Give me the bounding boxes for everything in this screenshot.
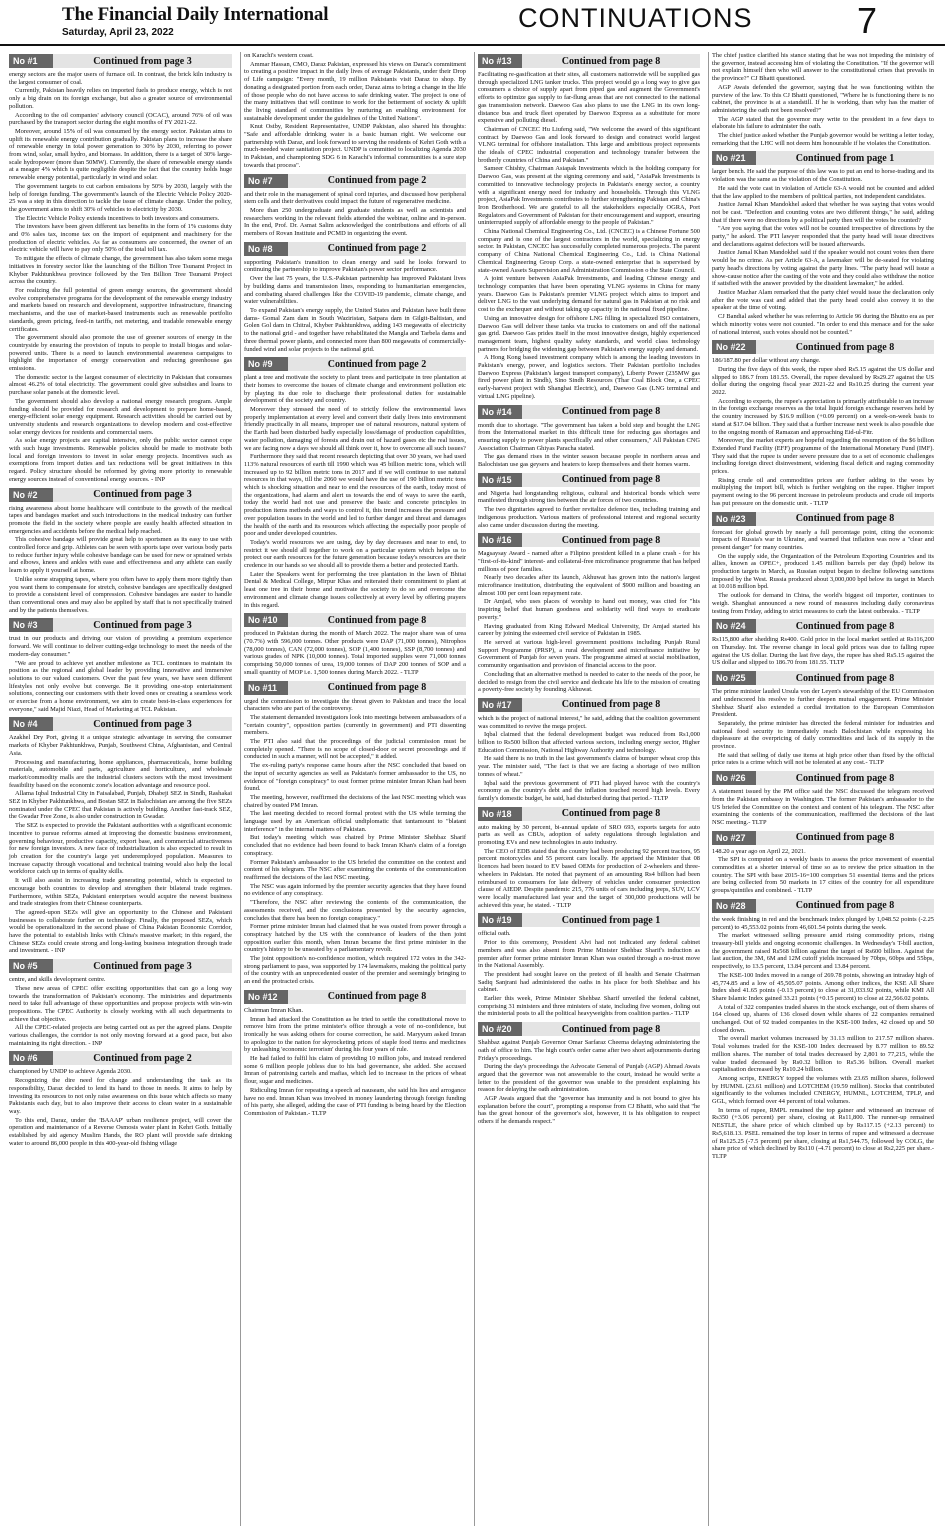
paragraph: trust in our products and driving our vision of providing a premium experience forward. We will continue to deliver cutting-edge technology to meet the needs of the modern-day consumer." xyxy=(9,635,232,658)
paragraph: In terms of rupee, RMPL remained the top gainer and witnessed an increase of Rs350 (+3.06 percent) per share, closing at Rs11,800. The runner-up remained NESTLE, the share price of which climbed up by Rs117.15 (+2.13 percent) to Rs5,618.13. PSEL remained the top loser in terms of rupee and witnessed a decrease of Rs125.25 (-7.5 percent) per share, closing at Rs1,544.75, followed by COLG, the share price of which declined by Rs110 (-4.71 percent) to close at Rs2,225 per share.- TLTP xyxy=(712,1106,934,1160)
article-body xyxy=(9,976,232,1047)
paragraph: The meeting, however, reaffirmed the decisions of the last NSC meeting which was chaired by ousted PM Imran. xyxy=(244,793,466,809)
masthead xyxy=(0,0,945,46)
paragraph: the week finishing in red and the benchmark index plunged by 1,048.52 points (-2.25 percent) to 45,553.02 points from 46,601.54 points during the week. xyxy=(712,915,934,931)
article xyxy=(9,1051,232,1147)
paragraph: Ridiculing Imran for repeating a speech ad nauseam, she said his lies and arrogance have no end. Imran Khan was involved in money laundering through foreign funding of his party, she alleged, adding the case of PTI funding is being heard by the Election Commission of Pakistan.- TLTP xyxy=(244,1086,466,1117)
article-number: No #17 xyxy=(478,698,522,712)
paragraph: Ammar Hassan, CMO, Daraz Pakistan, expressed his views on Daraz's commitment to creating a positive impact in the daily lives of average Pakistanis, under their Drop of Life campaign: "Every month, 19 million Pakistanis visit Daraz to shop. By donating a designated portion from each order, Daraz aims to bring a change in the life of those people who do not have access to safe drinking water. The project is one of the many initiatives that will continue to work for the betterment of society & uplift the living standard of communities by nurturing an enabling environment for sustainable development under the guidelines of the United Nations". xyxy=(244,60,466,122)
paragraph: According to the oil companies' advisory council (OCAC), around 76% of oil was purchased by the transport sector during the eight months of FY 2021-22. xyxy=(9,111,232,127)
paragraph: larger bench. He said the purpose of this law was to put an end to horse-trading and its violation was the same as the violation of the Constitution. xyxy=(712,168,934,184)
paragraph: China National Chemical Engineering Co., Ltd. (CNCEC) is a Chinese Fortune 500 company and is one of the largest contractors in the world, specializing in energy sector. In Pakistan, CNCEC has successfully completed numerous projects. The parent company of China National Chemical Engineering Co., Ltd. is China National Chemical Engineering Group Corp. a state-owned enterprise that is supervised by state-owned Assets Supervision and Administration Commission o the State Council. xyxy=(478,228,700,274)
continuation-header xyxy=(712,899,934,913)
continued-from-label: Continued from page 8 xyxy=(288,613,466,627)
paragraph: For realizing the full potential of green energy sources, the government should evolve comprehensive programs for the development of the renewable energy industry and markets based on research and development, supportive infrastructure, financing mechanisms, and the use of market-based instruments such as renewable portfolio standards, green pricing, feed-in tariffs, net metering, and tradable renewable energy certificates. xyxy=(9,286,232,333)
article-number: No #14 xyxy=(478,405,522,419)
paragraph: He had failed to fulfil his claim of providing 10 million jobs, and instead rendered some 6 million people jobless due to his bad governance, she added. She accused Imran of patronising cartels and mafias, which led to increase in the prices of wheat flour, sugar and medicines. xyxy=(244,1055,466,1086)
paragraph: urged the commission to investigate the threat given to Pakistan and trace the local characters who are part of the controversy. xyxy=(244,697,466,713)
paragraph: Concluding that an alternative method is needed to cater to the needs of the poor, he decided to resign from the civil service and dedicate his life to the mission of creating a poverty-free society by founding Akhuwat. xyxy=(478,670,700,694)
article xyxy=(712,671,934,767)
paragraph: As solar energy projects are capital intensive, only the public sector cannot cope with such huge investments. Renewable policies should be made to motivate both local and foreign investors to invest in solar energy projects. Incentives such as exemptions from import duties and tax reductions will be great initiatives in this regard. Policy structure should be reformed by giving more priority to renewable energy sources instead of conventional energy sources. - INP xyxy=(9,437,232,483)
column-2 xyxy=(240,52,469,1526)
article xyxy=(244,52,466,170)
article xyxy=(478,1022,700,1126)
paragraph: "Are you saying that the votes will not be counted irrespective of directions by the party," he asked. The PTI lawyer responded that the party head will issue directives and declarations against defectors will be issued afterwards. xyxy=(712,225,934,248)
paragraph: Facilitating re-gasification at their sites, all customers nationwide will be supplied gas through specialized LNG tanker trucks. This project would go a long way to give gas consumers a choice of supply apart from piped gas and augment the Government's efforts to optimize gas supply to far-flung areas that are not connected to the national gas transmission network. Daewoo Gas also plans to use the LNG in its own long-distance bus and truck fleet operated by Daewoo Express as a substitute for more expensive and polluting diesel. xyxy=(478,71,700,125)
paragraph: The outlook for demand in China, the world's biggest oil importer, continues to weigh. Shanghai announced a new round of measures including daily coronavirus testing from Friday, adding to strict measures to curb the latest outbreaks. - TLTP xyxy=(712,592,934,615)
article-body xyxy=(244,52,466,170)
continued-from-label: Continued from page 2 xyxy=(288,242,466,256)
paragraph: rising awareness about home healthcare will contribute to the growth of the medical tapes and bandages market and such introductions in the medical industry can further promote the field in the society where people are easily health affected situation in emergencies and accidents before the medical help reached. xyxy=(9,504,232,535)
paragraph: The KSE-100 Index moved in a range of 269.78 points, showing an intraday high of 45,774.85 and a low of 45,505.07 points. Among other indices, the KSE All Share Index shed 41.65 points (-0.13 percent) to close at 31,033.92 points, while KMI All Share Islamic Index gained 33.21 points (+0.15 percent) to close at 22,566.02 points. xyxy=(712,971,934,1002)
article xyxy=(478,698,700,803)
paragraph: Justice Jamal Khan Mandokhel said if the speaker would not count votes then there would be no crime. As per Article 63-A, a lawmaker will be de-seated for violating party head's directions by voting against the party lines. "The party head will issue a show-cause notice after the casting of the vote and they could also withdraw the notice if satisfied with the answer provided by the dissident lawmaker," he added. xyxy=(712,249,934,288)
paragraph: On the supply side, the Organization of the Petroleum Exporting Countries and its allies, known as OPEC+, produced 1.45 million barrels per day (bpd) below its production targets in March, as Russian output began to decline following sanctions imposed by the West. Russia produced about 3,000,000 bpd below its target in March at 10.018 million bpd. xyxy=(712,552,934,591)
article xyxy=(478,807,700,910)
paragraph: The SEZ is expected to provide the Pakistani authorities with a significant economic incentive to pursue reforms aimed at improving the domestic business environment, governing behaviour, productive capacity, export base, and commercial attractiveness for new foreign investors. A new face of industrialization is also expected to result in job creation for the country's large yet underemployed population. Measures to increase capacity through vocational and technical training would also help the local workforce catch up in terms of quality skills. xyxy=(9,822,232,876)
article-number: No #16 xyxy=(478,533,522,547)
paragraph: Justice Jamal Khan Mandokhel asked that whether he was saying that votes would not be cast. "Defection and counting votes are two different things," he said, adding that if there were no directions by a political party then will the votes be counted? xyxy=(712,201,934,224)
continued-from-label: Continued from page 8 xyxy=(522,405,700,419)
article-body xyxy=(712,357,934,507)
paragraph: Chairman Imran Khan. xyxy=(244,1006,304,1014)
column-3 xyxy=(474,52,703,1526)
article-number: No #8 xyxy=(244,242,288,256)
continued-from-label: Continued from page 8 xyxy=(522,1022,700,1036)
continued-from-label: Continued from page 3 xyxy=(53,618,232,632)
paragraph: More than 250 undergraduate and graduate students as well as scientists and researchers working in the relevant fields attended the webinar, online and in-person. In the end, Prof. Dr. Asmat Salim acknowledged the contributions and efforts of all members of Rovan Institute and PCMD in organizing the event. xyxy=(244,206,466,238)
paragraph: Rising crude oil and commodities prices are further adding to the woes by multiplying the import bill, which is further weighing on the rupee. Higher import payment owing to the 96 percent increase in petroleum products and crude oil imports has put pressure on the domestic unit. - TLTP xyxy=(712,476,934,507)
article-number: No #11 xyxy=(244,681,288,695)
article xyxy=(478,913,700,1018)
continued-from-label: Continued from page 8 xyxy=(756,619,934,633)
article xyxy=(478,473,700,530)
continued-from-label: Continued from page 1 xyxy=(756,151,934,165)
paragraph: According to experts, the rupee's appreciation is primarily attributable to an increase in the foreign exchange reserves as the total liquid foreign exchange reserves held by the country increased by $16.9 million (+0.09 percent) on a week-on-week basis to stand at $17.04 billion. They said that a further increase next week is also possible due to the ongoing month of Ramazan and approaching Eid-ul-Fitr. xyxy=(712,397,934,436)
continuation-header xyxy=(9,717,232,731)
continued-from-label: Continued from page 8 xyxy=(522,807,700,821)
article-number: No #19 xyxy=(478,913,522,927)
paragraph: Among scrips, ENERGY topped the volumes with 23.65 million shares, followed by HUMNL (23.61 million) and LOTCHEM (19.59 million). Stocks that contributed significantly to the volumes included CNERGY, HUMNL, LOTCHEM, TPLP, and GGL, which formed over 44 percent of total volumes. xyxy=(712,1074,934,1106)
article xyxy=(244,990,466,1118)
article xyxy=(712,899,934,1161)
article-body xyxy=(244,1007,466,1118)
paragraph: These new areas of CPEC offer exciting opportunities that can go a long way towards the transformation of Pakistan's economy. The ministries and departments need to take full advantage of these opportunities and propose projects with win-win propositions. The CPEC Authority is closely working with all such departments to achieve that objective. xyxy=(9,984,232,1023)
continued-from-label: Continued from page 8 xyxy=(522,54,700,68)
article-number: No #21 xyxy=(712,151,756,165)
article-number: No #1 xyxy=(9,54,53,68)
section-title: CONTINUATIONS xyxy=(518,3,753,33)
article-body xyxy=(712,168,934,336)
continuation-header xyxy=(712,340,934,354)
continuation-header xyxy=(478,913,700,927)
paragraph: The domestic sector is the largest consumer of electricity in Pakistan that consumes almost 46.2% of total electricity. The government could give subsidies and loans to purchase solar panels at the domestic level. xyxy=(9,373,232,397)
article-body xyxy=(244,698,466,986)
paragraph: Moreover, around 15% of oil was consumed by the energy sector. Pakistan aims to uplift its renewable energy contribution gradually. Pakistan plans to increase the share of renewable energy in total power generation to 30% by 2030, referring to power from wind, solar, small hydro, and biomass. In addition, there is a target of 30% large-scale hydropower (more than 50MW). Currently, the share of renewable energy stands at a meager 4% which is quite negligible despite the fact that the country holds huge renewable energy potential, particularly in wind and solar. xyxy=(9,127,232,182)
article-body xyxy=(9,505,232,615)
continuation-header xyxy=(244,174,466,188)
continued-from-label: Continued from page 2 xyxy=(53,1051,232,1065)
paragraph: Unlike some strapping tapes, where you often have to apply them more tightly than you want them to compensate for stretch, cohesive bandages are specifically designed to provide a consistent level of compression. Cohesive bandages are easier to handle than conventional ones and may also be applied by staff that is not specifically trained and by the patients themselves. xyxy=(9,575,232,614)
article-number: No #23 xyxy=(712,512,756,526)
continued-from-label: Continued from page 8 xyxy=(522,533,700,547)
article-number: No #6 xyxy=(9,1051,53,1065)
paragraph: Former prime minister Imran had claimed that he was ousted from power through a conspiracy hatched by the US with the connivance of leaders of the then joint opposition earlier this month, when Imran became the first prime minister in the country's history to be unseated by a parliamentary revolt. xyxy=(244,923,466,954)
paragraph: and Nigeria had longstanding religious, cultural and historical bonds which were manifested through strong ties between the air forces of two countries. xyxy=(478,489,700,505)
paragraph: The government targets to cut carbon emissions by 50% by 2030, largely with the help of foreign funding. The government's launch of the Electric Vehicle Policy 2020-25 was a step in this direction to tackle the issue of climate change. Under the policy, the government aims to shift 30% of vehicles to electricity by 2030. xyxy=(9,182,232,213)
article-body xyxy=(244,374,466,609)
continuation-header xyxy=(478,533,700,547)
article xyxy=(9,959,232,1047)
continuation-header xyxy=(712,151,934,165)
paragraph: Chairman of CNCEC Hu Liufeng said, "We welcome the award of this significant contract by Daewoo Gas and look forward to design and construct world largest VLNG terminal for offshore installation. This large and ambitious project represents the ideals of CPEC industrial cooperation and technology transfer between the brotherly countries of China and Pakistan." xyxy=(478,125,700,164)
paragraph: Recognizing the dire need for change and understanding the task as its responsibility, Daraz decided to lend its hand to those in needs. It aims to help by investing its resources to not only raise awareness on this issue which affects so many Pakistanis each day, but to also improve their access to clean water in a sustainable way. xyxy=(9,1077,232,1115)
paragraph: Furthermore they said that recent research depicting that over 30 years, we had used 113% natural resources of earth till 1990 which was 45 billion metric tons, which will increased up to 92 billion metric tons in 2017 and if we will continue to use natural resources in that ways, till the 2060 we would have the use of 190 billion metric tons which is shocking situation and near to end the resources of the earth, today most of the organizations, had alarm and alert us towards the end of ways to save the earth, today the world had not use and preserve the basic and concrete principles in production items methods and ways to control it, this trend increases the pressure and over population issues in the world and led to further danger and threat and damages the health of the earth and its resources which affecting the especially poor people of poor and under developed countries. xyxy=(244,453,466,538)
article-body xyxy=(712,848,934,895)
paragraph: To mitigate the effects of climate change, the government has also taken some mega initiatives in forestry sector like the launching of the Billion Tree Tsunami Project in Khyber Pakhtunkhwa province followed by the Ten Billion Tree Tsunami Project across the country. xyxy=(9,255,232,286)
paragraph: The government should also develop a national energy research program. Ample funding should be provided for research and development to prepare home-based, energy-efficient solar energy equipment. Research activities should be carried out by university students and research organizations to develop modern and cost-effective solar energy devices for residents and commercial users. xyxy=(9,397,232,436)
paragraph: A statement issued by the PM office said the NSC discussed the telegram received from the Pakistan embassy in Washington. The former Pakistan's ambassador to the US briefed the Committee on the context and content of his telegram. The NSC after examining the contents of the communication, reaffirmed the decisions of the last NSC meeting.- TLTP xyxy=(712,788,934,826)
paragraph: Moreover, the market experts are hopeful regarding the resumption of the $6 billion Extended Fund Facility (EFF) programme of the International Monetary Fund (IMF). They said that the rupee is under severe pressure due to a set of economic challenges including foreign direct disinvestment, widening fiscal deficit and raging commodity prices. xyxy=(712,437,934,476)
paragraph: But today's meeting which was chaired by Prime Minister Shehbaz Sharif concluded that no evidence had been found to back Imran Khan's claim of a foreign conspiracy. xyxy=(244,834,466,857)
article-number: No #27 xyxy=(712,831,756,845)
paragraph: The two dignitaries agreed to further revitalize defence ties, including training and indigenous production. Various matters of professional interest and regional security also came under discussion during the meeting. xyxy=(478,506,700,529)
continued-from-label: Continued from page 8 xyxy=(756,671,934,685)
paragraph: This cohesive bandage will provide great help to sportsmen as its easy to use with controlled force and grip. Athletes can be seen with sports tape over various body parts to reduce further injury while cohesive bandage can be used for new or sprained wrists and elbows, knees and ankles with ease and effectiveness and any athlete can easily learn to apply it yourself at home. xyxy=(9,536,232,575)
article-body xyxy=(244,191,466,238)
continued-from-label: Continued from page 8 xyxy=(756,899,934,913)
continued-from-label: Continued from page 8 xyxy=(756,340,934,354)
continuation-header xyxy=(712,671,934,685)
paragraph: It will also assist in increasing trade generating potential, which is expected to encourage both countries to develop and strengthen their bilateral trade regimes. Furthermore, within SEZs, Pakistani enterprises would acquire the newest business and trade strategies from their Chinese counterparts. xyxy=(9,877,232,908)
article-body xyxy=(9,635,232,713)
paragraph: Prior to this ceremony, President Alvi had not indicated any federal cabinet members and was also absent from Prime Minister Shehbaz Sharif's induction as premier after former prime minister Imran Khan was ousted through a no-trust move in the National Assembly. xyxy=(478,939,700,970)
paragraph: which is the project of national interest," he said, adding that the coalition government was committed to revive the mega project. xyxy=(478,714,700,730)
paragraph: Rs115,800 after shedding Rs400. Gold price in the local market settled at Rs116,200 on Thursday. Int. The reverse change in local gold prices was due to falling rupee against the US dollar. During the last five days, the rupee has shed Rs5.15 against the US dollar and slipped to 186.70 from 181.55. TLTP xyxy=(712,636,934,667)
article-columns xyxy=(6,52,939,1526)
page-number: 7 xyxy=(857,0,878,41)
paragraph: Knut Ostby, Resident Representative, UNDP Pakistan, also shared his thoughts: "Safe and affordable drinking water is a basic human right. We welcome our partnership with Daraz, and look forward to serving the residents of Kehri Goth with a much-needed water sanitation project. UNDP is committed to localizing Agenda 2030 in Pakistan, and championing SDG 6 in Karachi's informal communities is a sure step towards that process". xyxy=(244,123,466,169)
paragraph: official oath. xyxy=(478,930,511,938)
continued-from-label: Continued from page 3 xyxy=(53,959,232,973)
continuation-header xyxy=(9,959,232,973)
paragraph: Allama Iqbal Industrial City in Faisalabad, Punjab, Dhabeji SEZ in Sindh, Rashakai SEZ in Khyber Pakhtunkhwa, and Bostan SEZ in Balochistan are among the five SEZs nominated under the CPEC that Pakistan is actively building. Another fast-track SEZ, the Gwadar Free Zone, is also under construction in Gwadar. xyxy=(9,790,232,821)
paragraph: supporting Pakistan's transition to clean energy and said he looks forward to continuing the partnership to improve Pakistan's power sector performance. xyxy=(244,258,466,274)
paragraph: on Karachi's western coast. xyxy=(244,52,314,59)
article-body xyxy=(9,1068,232,1147)
continuation-header xyxy=(9,54,232,68)
article xyxy=(712,831,934,895)
paragraph: and their role in the management of spinal cord injuries, and discussed how peripheral stem cells and their derivatives could impact the future of regenerative medicine. xyxy=(244,190,466,206)
article-number: No #18 xyxy=(478,807,522,821)
article-number: No #3 xyxy=(9,618,53,632)
article xyxy=(712,619,934,667)
paragraph: The last meeting decided to record formal protest with the US while terming the language used by an American official undiplomatic that tantamount to "blatant interference" in the internal matters of Pakistan. xyxy=(244,810,466,833)
article-body xyxy=(712,788,934,827)
paragraph: energy sectors are the major users of furnace oil. In contrast, the brick kiln industry is the largest consumer of coal. xyxy=(9,71,232,86)
article-number: No #28 xyxy=(712,899,756,913)
paragraph: Imran had attacked the Constitution as he tried to settle the constitutional move to remove him from the prime minister's office through a vote of no-confidence, but ironically he was asking others for course correction, he said. Maryyum asked Imran to apologize to the nation for skyrocketing prices of staple food items and medicines by unleashing 'economic terrorism' during his four years of rule. xyxy=(244,1015,466,1054)
paragraph: During the five days of this week, the rupee shed Rs5.15 against the US dollar and slipped to 186.7 from 181.55. Overall, the rupee devalued by Rs29.27 against the US dollar during the ongoing fiscal year 2021-22 and Rs10.25 during the current year 2022. xyxy=(712,365,934,397)
article-body xyxy=(9,71,232,484)
paragraph: AGP Awais argued that the "governor has immunity and is not bound to give his explanation before the court", prompting a response from CJ Bhatti, who said that "he has the great honour of the governor's slot, however, it is his obligation to respect others if he demands respect." xyxy=(478,1095,700,1126)
continuation-header xyxy=(478,1022,700,1036)
article-number: No #13 xyxy=(478,54,522,68)
continuation-header xyxy=(712,619,934,633)
continuation-header xyxy=(244,242,466,256)
article-number: No #4 xyxy=(9,717,53,731)
continuation-header xyxy=(244,681,466,695)
continuation-header xyxy=(478,698,700,712)
article-body xyxy=(9,734,232,955)
article-body xyxy=(712,688,934,767)
continuation-header xyxy=(244,990,466,1004)
paragraph: Currently, Pakistan heavily relies on imported fuels to produce energy, which is not only a big drain on its foreign exchange, but also a greater source of environmental pollution. xyxy=(9,87,232,110)
article-body xyxy=(712,52,934,147)
article-body xyxy=(478,1039,700,1126)
paragraph: 186/187.80 per dollar without any change. xyxy=(712,357,821,365)
paragraph: The joint opposition's no-confidence motion, which required 172 votes in the 342-strong parliament to pass, was supported by 174 lawmakers, making the political party of the country with an unprecedented ouster of the premier and seemingly bringing to an end the protracted crisis. xyxy=(244,955,466,986)
article-body xyxy=(244,630,466,676)
paragraph: produced in Pakistan during the month of March 2022. The major share was of urea (70.7%) with 596,000 tonnes. Other products were DAP (71,000 tonnes), Nitrophos (78,000 tonnes), CAN (72,000 tonnes), SOP (1,400 tonnes), SSP (8,700 tonnes) and various grades of NPK (10,000 tonnes). Total imported supplies were 71,000 tonnes comprising 50,000 tonnes of urea, 19,000 tonnes of DAP 200 tonnes of SOP and a small quantity of MOP i.e. 1,500 tonnes during March 2022. - TLTP xyxy=(244,630,466,676)
continuation-header xyxy=(9,1051,232,1065)
paragraph: Later the Speakers went for performing the tree plantation in the lawn of Bhitai Dental & Medical College, Mirpur Khas and reiterated their commitment to plant at least one tree in their home and motivate the society to do so and overcome the environment and climate change issues collectively at every level by offering prayers in this regard. xyxy=(244,570,466,609)
paragraph: Azakhel Dry Port, giving it a unique strategic advantage in serving the consumer markets of Khyber Pakhtunkhwa, Punjab, Southwest China, Afghanistan, and Central Asia. xyxy=(9,734,232,757)
paragraph: The statement demanded investigators look into meetings between ambassadors of a "certain country", opposition parties (currently in government) and PTI dissenting members. xyxy=(244,713,466,737)
article xyxy=(244,681,466,986)
continued-from-label: Continued from page 8 xyxy=(288,681,466,695)
paragraph: He said that selling of daily use items at high price other than fixed by the official price rates is a crime which will not be tolerated at any cost.- TLTP xyxy=(712,751,934,767)
paragraph: Magsaysay Award - named after a Filipino president killed in a plane crash - for his "first-of-its-kind" interest- and collateral-free microfinance programme that has helped millions of poor families. xyxy=(478,550,700,573)
paragraph: Earlier this week, Prime Minister Shehbaz Sharif unveiled the federal cabinet, comprising 31 ministers and three ministers of state, including five women, doling out the ministerial posts to all the political heavyweights from coalition parties.- TLTP xyxy=(478,995,700,1018)
paragraph: auto making by 30 percent, bi-annual update of SRO 693, exports targets for auto parts as well as CBUs, adoption of safety regulations through legislation and promoting EVs and new technologies in auto industry. xyxy=(478,823,700,847)
continued-from-label: Continued from page 1 xyxy=(522,913,700,927)
paragraph: He served at various high-level government positions including Punjab Rural Support Programme (PRSP), a rural development and microfinance initiative by Government of Punjab for seven years. The programme aimed at social mobilisation, community organisation and provision of financial access to the poor. xyxy=(478,639,700,670)
paragraph: Today's world resources we are using, day by day decreases and near to end, to restrict it we should all together to work on a particular system which helps us to protect our earth resources for the future generation because today's resources are their credence in our hands so we should all to provide them a better and protected Earth. xyxy=(244,538,466,570)
article xyxy=(712,340,934,507)
continuation-header xyxy=(244,613,466,627)
paragraph: The SPI is computed on a weekly basis to assess the price movement of essential commodities at a shorter interval of time so as to review the price situation in the country. The SPI with base 2015-16=100 comprises 51 essential items and the prices are being collected from 50 markets in 17 cities of the country for all expenditure groups/quintiles and combined. - TLTP xyxy=(712,856,934,895)
article xyxy=(9,54,232,484)
continued-from-label: Continued from page 3 xyxy=(53,488,232,502)
paragraph: The prime minister lauded Ursula von der Leyen's stewardship of the EU Commission and underscored his resolve to further deepen mutual engagement. Prime Minister Shehbaz Sharif also extended a cordial invitation to the European Commission President. xyxy=(712,688,934,719)
paragraph: CJ Bandial asked whether he was referring to Article 96 during the Bhutto era as per which minority votes were not counted. "In order to end this menace and for the sake of national interest, such votes should not be counted." xyxy=(712,313,934,336)
continuation-header xyxy=(244,357,466,371)
paragraph: The chief justice clarified his stance stating that he was not impeding the ministry of the governor, instead accessing him of violating the Constitution. "If the governor will not explain himself then who will answer to the constitutional crises that prevails in the province?" CJ Bhatti questioned. xyxy=(712,52,934,83)
article-number: No #15 xyxy=(478,473,522,487)
article-number: No #25 xyxy=(712,671,756,685)
paragraph: The CEO of EDB stated that the country had been producing 92 percent tractors, 95 percent motorcycles and 55 percent cars locally. He apprised the Minister that 08 licences had been issued to EV based OEMs for production of 2-wheelers and three-wheelers in Pakistan. He noted that payment of an amounting Rs4 billion had been reimbursed to consumers for late delivery of vehicles under consumer protection clause of AIEDP. Despite pandemic 215, 776 units of cars including jeeps, SUV, LCV were locally manufactured last year and the target of 300,000 productions will be achieved this year, he stated. - TLTP xyxy=(478,847,700,909)
paragraph: A Hong Kong based investment company which is among the leading investors in Pakistan's energy, power, and logistics sectors. Their Pakistan portfolio includes Daewoo Express (Pakistan's largest transport company), Liberty Power (235MW gas fired power plant in Sindh), Sino Sindh Resources (Thar Coal Block One, a CPEC early-harvest project with Shanghai Electric), and, Daewoo Gas (LNG terminal and virtual LNG pipeline). xyxy=(478,354,700,400)
article-number: No #2 xyxy=(9,488,53,502)
newspaper-name: The Financial Daily International xyxy=(62,4,329,25)
article-body xyxy=(712,916,934,1161)
article xyxy=(9,717,232,955)
paragraph: Iqbal claimed that the federal development budget was reduced from Rs1,000 billion to Rs500 billion that affected various sectors, including energy sector, Higher Education Commission, National Highway Authority and technology. xyxy=(478,731,700,754)
article-body xyxy=(712,636,934,667)
paragraph: 148.20 a year ago on April 22, 2021. xyxy=(712,847,806,855)
paragraph: A joint venture between AsiaPak Investments, and leading Chinese energy and technology companies that have been operating VLNG systems in China for many years. Daewoo Gas is Pakistan's premier VLNG project which aims to import and deliver LNG to the vast underlying demand for natural gas in Pakistan at no risk and cost to the exchequer and without taking up capacity in the national fixed pipeline. xyxy=(478,275,700,314)
continuation-header xyxy=(478,807,700,821)
paragraph: The Electric Vehicle Policy extends incentives to both investors and consumers. xyxy=(15,214,220,222)
article xyxy=(712,52,934,147)
article xyxy=(244,613,466,676)
paragraph: Nearly two decades after its launch, Akhuwat has grown into the nation's largest microfinance institution, distributing the equivalent of $900 million and boasting an almost 100 per cent loan repayment rate. xyxy=(478,574,700,597)
continued-from-label: Continued from page 8 xyxy=(756,771,934,785)
paragraph: The ex-ruling party's response came hours after the NSC concluded that based on the input of security agencies as well as Pakistan's former ambassador to the US, no evidence of "foreign conspiracy" to oust former prime minister Imran Khan had been found. xyxy=(244,762,466,793)
article-body xyxy=(478,824,700,910)
article-body xyxy=(478,930,700,1018)
paragraph: month due to shortage. "The government has taken a bold step and bought the LNG from the International market in this difficult time for reducing gas shortages and ensuring supply to power plants specifically and other consumers," All Pakistan CNG Association Chairman Ghiyas Paracha stated. xyxy=(478,421,700,452)
article xyxy=(244,174,466,238)
continuation-header xyxy=(712,831,934,845)
paragraph: Iqbal said the previous government of PTI had played havoc with the country's economy as the country's debt and the inflation touched record high levels. Every family's domestic budget, he said, had disturbed during that period.- TLTP xyxy=(478,779,700,802)
continuation-header xyxy=(9,488,232,502)
article-number: No #22 xyxy=(712,340,756,354)
article xyxy=(244,242,466,353)
paragraph: Having graduated from King Edward Medical University, Dr Amjad started his career by joining the esteemed civil service of Pakistan in 1985. xyxy=(478,622,700,638)
paragraph: championed by UNDP to achieve Agenda 2030. xyxy=(9,1068,132,1076)
article-body xyxy=(478,490,700,530)
article-body xyxy=(478,71,700,401)
paragraph: "Therefore, the NSC after reviewing the contents of the communication, the assessments received, and the conclusions presented by the security agencies, concludes that there has been no foreign conspiracy." xyxy=(244,899,466,922)
column-4 xyxy=(708,52,937,1526)
paragraph: centre, and skills development centre. xyxy=(9,976,106,984)
paragraph: The market witnessed selling pressure amid rising commodity prices, rising treasury-bill yields and ongoing economic challenges. In Wednesday's T-bill auction, the government raised Rs568 billion against the target of Rs600 billion. Against the last auction, the 3M, 6M and 12M cutoff yields increased by 70bps, 60bps and 55bps, respectively, to 13.5 percent, 13.84 percent and 13.84 percent. xyxy=(712,932,934,971)
article-body xyxy=(478,422,700,469)
paragraph: forecast for global growth by nearly a full percentage point, citing the economic impacts of Russia's war in Ukraine, and warned that inflation was now a "clear and present danger" for many countries. xyxy=(712,528,934,551)
paragraph: To expand Pakistan's energy supply, the United States and Pakistan have built three dams- Gomal Zam dam in South Waziristan, Satpara dam in Gilgit-Baltistan, and Golen Gol dam in Chitral, Khyber Pakhtunkhwa, adding 143 megawatts of electricity to the national grid - and together have rehabilitated the Mangla and Tarbela dams and three thermal power plants, and connected more than 800 megawatts of commercially-funded wind and solar projects to the national grid. xyxy=(244,306,466,353)
continuation-header xyxy=(478,473,700,487)
article-number: No #26 xyxy=(712,771,756,785)
paragraph: He said there is no truth in the last government's claims of bumper wheat crop this year. The minister said, "The fact is that we are facing a shortage of two million tonnes of wheat." xyxy=(478,755,700,778)
paragraph: The government should also promote the use of greener sources of energy in the countryside by ensuring the provision of inputs to people to install biogas and solar-powered units. There is a need to launch environmental awareness campaigns to highlight the importance of energy conservation and reducing greenhouse gas emissions. xyxy=(9,334,232,373)
paragraph: A total of 322 companies traded shares in the stock exchange, out of them shares of 164 closed up, shares of 136 closed down while shares of 22 companies remained unchanged. Out of 92 traded companies in the KSE-100 Index, 42 closed up and 50 closed down. xyxy=(712,1003,934,1034)
continued-from-label: Continued from page 8 xyxy=(756,512,934,526)
publication-date: Saturday, April 23, 2022 xyxy=(62,27,174,38)
continuation-header xyxy=(712,771,934,785)
article-body xyxy=(244,259,466,353)
paragraph: Moreover they stressed the need of to strictly follow the environmental laws properly implementation at every level and convert their daily lives into environment friendly practically in all means, improper use of natural resources, natural system of the Earth had been disturbed badly especially loss/damage of production capabilities, water pollution, damaging of forests and drain out of hazard gases etc the real issues, we are facing now a days we should all think over it, how to overcome all such issues? xyxy=(244,406,466,452)
article-number: No #9 xyxy=(244,357,288,371)
paragraph: The AGP stated that the governor may write to the president in a few days to elaborate his failure to administer the oath. xyxy=(712,115,934,131)
paragraph: During the day's proceedings the Advocate General of Punjab (AGP) Ahmad Awais argued that the governor was not answerable to the court, instead he would write a letter to the president of the governor was unable to the president explaining his reason for delaying the oath administration. xyxy=(478,1063,700,1094)
paragraph: Former Pakistan's ambassador to the US briefed the committee on the context and content of his telegram. The NSC after examining the contents of the communication reaffirmed the decisions of the last NSC meeting. xyxy=(244,858,466,881)
paragraph: Using an innovative design for offshore LNG filling in specialized ISO containers, Daewoo Gas will deliver these tanks via trucks to customers on and off the national gas grid. Daewoo Gas prides itself in the most innovative design, highly experienced management team, highest quality safety standards, and world class technology partners for bridging the widening gap between Pakistan's energy supply and demand. xyxy=(478,314,700,353)
article xyxy=(712,151,934,336)
continued-from-label: Continued from page 8 xyxy=(522,698,700,712)
column-1 xyxy=(6,52,235,1526)
article-number: No #7 xyxy=(244,174,288,188)
article-body xyxy=(712,529,934,616)
article xyxy=(244,357,466,609)
paragraph: The chief justice asked whether the Punjab governor would be writing a letter today, remarking that the LHC will not deem him honourable if he violates the Constitution. xyxy=(712,132,934,147)
paragraph: The PTI also said that the proceedings of the judicial commission must be completely opened. "There is no scope of closed-door or secret proceedings and if conducted in such a manner, will not be accepted," it added. xyxy=(244,738,466,761)
paragraph: The NSC was again informed by the premier security agencies that they have found no evidence of any conspiracy. xyxy=(244,882,466,898)
paragraph: All the CPEC-related projects are being carried out as per the agreed plans. Despite various challenges, the corridor is not only moving forward at a good pace, but also maintaining its right direction. - INP xyxy=(9,1024,232,1047)
continuation-header xyxy=(478,54,700,68)
paragraph: Over the last 75 years, the U.S.-Pakistan partnership has improved Pakistani lives by building dams and transmission lines, responding to humanitarian emergencies, and combating shared challenges like the COVID-19 pandemic, climate change, and water vulnerabilities. xyxy=(244,275,466,306)
paragraph: Processing and manufacturing, home appliances, pharmaceuticals, home building materials, automobile and parts, agriculture and horticulture, and wholesale market/commodity malls are the industrial clusters sectors with the most investment feasibility based on the economic zone's location advantage and resource pool. xyxy=(9,758,232,789)
continued-from-label: Continued from page 2 xyxy=(288,174,466,188)
article xyxy=(9,488,232,615)
paragraph: The gas demand rises in the winter season because people in northern areas and Balochistan use gas geysers and heaters to keep themselves and their homes warm. xyxy=(478,453,700,469)
paragraph: Justice Mazhar Alam remarked that the party chief would issue the declaration only after the vote was cast and added that the party head could also convey it to the speaker at the time of voting. xyxy=(712,288,934,312)
paragraph: AGP Awais defended the governor, saying that he was functioning within the purview of the law. To this CJ Bhatti questioned, "Where he is functioning there is no cabinet, the province is at a standstill. If he is working, than why has the matter of administering the oath not been resolved?" xyxy=(712,83,934,114)
article xyxy=(478,54,700,401)
continued-from-label: Continued from page 8 xyxy=(756,831,934,845)
article-body xyxy=(478,550,700,694)
article-number: No #10 xyxy=(244,613,288,627)
paragraph: Shahbaz against Punjab Governor Omar Sarfaraz Cheema delaying administering the oath of office to him. The high court's order came after two short adjournments during Friday's proceedings. xyxy=(478,1039,700,1062)
article xyxy=(712,512,934,616)
continued-from-label: Continued from page 3 xyxy=(53,54,232,68)
continuation-header xyxy=(712,512,934,526)
article-body xyxy=(478,715,700,803)
paragraph: Sameer Chishty, Chairman Asiapak Investments which is the holding company for Daewoo Gas, was present at the signing ceremony and said, "AsiaPak Investments is committed to innovative technology projects in Pakistan's energy sector, a country with a significant energy need for industry and households. Through this VLNG project, AsiaPak Investments contributes to further strengthening Pakistan and China's Iron Brotherhood. We are grateful to all the stakeholders especially OGRA, Port Regulators and Government of Pakistan for their encouragement and support, ensuring uninterrupted supply of affordable energy to the people of Pakistan." xyxy=(478,165,701,227)
article xyxy=(9,618,232,713)
article xyxy=(712,771,934,827)
continuation-header xyxy=(478,405,700,419)
continued-from-label: Continued from page 3 xyxy=(53,717,232,731)
paragraph: The overall market volumes increased by 31.13 million to 217.57 million shares. Total volumes traded for the KSE-100 Index decreased by 8.77 million to 89.52 million shares. The number of total trades decreased by 2,801 to 77,215, while the value traded decreased by Rs0.32 billion to Rs5.36 billion. Overall market capitalisation decreased by Rs10.24 billion. xyxy=(712,1035,934,1074)
article-number: No #24 xyxy=(712,619,756,633)
article-number: No #20 xyxy=(478,1022,522,1036)
continued-from-label: Continued from page 8 xyxy=(288,990,466,1004)
article xyxy=(478,533,700,694)
paragraph: He said the vote cast in violation of Article 63-A would not be counted and added that the law applied to the members of political parties, not independent candidates. xyxy=(712,184,934,200)
paragraph: The investors have been given different tax benefits in the form of 1% customs duty and 0% sales tax, income tax on the import of equipment and machinery for the production of electric vehicles. As far as consumers are concerned, the owner of an electric vehicle will have to pay only 50% of the total toll tax. xyxy=(9,223,232,254)
article xyxy=(478,405,700,469)
paragraph: The agreed-upon SEZs will give an opportunity to the Chinese and Pakistani businesses to collaborate further on technology. Finally, the proposed SEZs, which would be operationalized in the second phase of China Pakistan Economic Corridor, have the potential to establish links with China's massive market; in this regard, the Chinese SEZs could create strong and long-lasting business integration through trade and investment. - INP xyxy=(9,908,232,955)
article-number: No #5 xyxy=(9,959,53,973)
paragraph: Dr Amjad, who uses places of worship to hand out money, was cited for "his inspiring belief that human goodness and solidarity will find ways to eradicate poverty." xyxy=(478,598,700,621)
continued-from-label: Continued from page 8 xyxy=(522,473,700,487)
paragraph: Separately, the prime minister has directed the federal minister for industries and national food security to immediately reach Balochistan while expressing his displeasure at the overpricing of daily commodities and lack of its supply in the province. xyxy=(712,719,934,751)
paragraph: plant a tree and motivate the society to plant trees and participate in tree plantation at their homes to overcome the issues of climate change and environment pollution etc by playing its due role to discharge their professional duties for sustainable development of the society and country. xyxy=(244,374,466,405)
article-number: No #12 xyxy=(244,990,288,1004)
continuation-header xyxy=(9,618,232,632)
paragraph: "We are proud to achieve yet another milestone as TCL continues to maintain its position as the regional and global leader by providing innovative and immersive solutions to our valued customers. Over the past few years, we have seen different lifestyles not only evolve but converge. Be it providing one-stop entertainment solutions, connecting our customers with their loved ones or creating a seamless work or exercise from a home environment, we aim to create best-in-class experiences for everyone," said Majid Niazi, Head of Marketing at TCL Pakistan. xyxy=(9,659,232,713)
paragraph: To this end, Daraz, under the 'BAAAP' urban resilience project, will cover the operation and maintenance of a Reverse Osmosis water plant in Kehri Goth. Initially established by aid agency Muslim Hands, the RO plant will provide safe drinking water to around 86,000 people in this 400-year-old fishing village xyxy=(9,1116,232,1147)
continued-from-label: Continued from page 2 xyxy=(288,357,466,371)
paragraph: The president had sought leave on the pretext of ill health and Senate Chairman Sadiq Sanjrani had administered the oaths in his place for both Shehbaz and his cabinet. xyxy=(478,970,700,994)
